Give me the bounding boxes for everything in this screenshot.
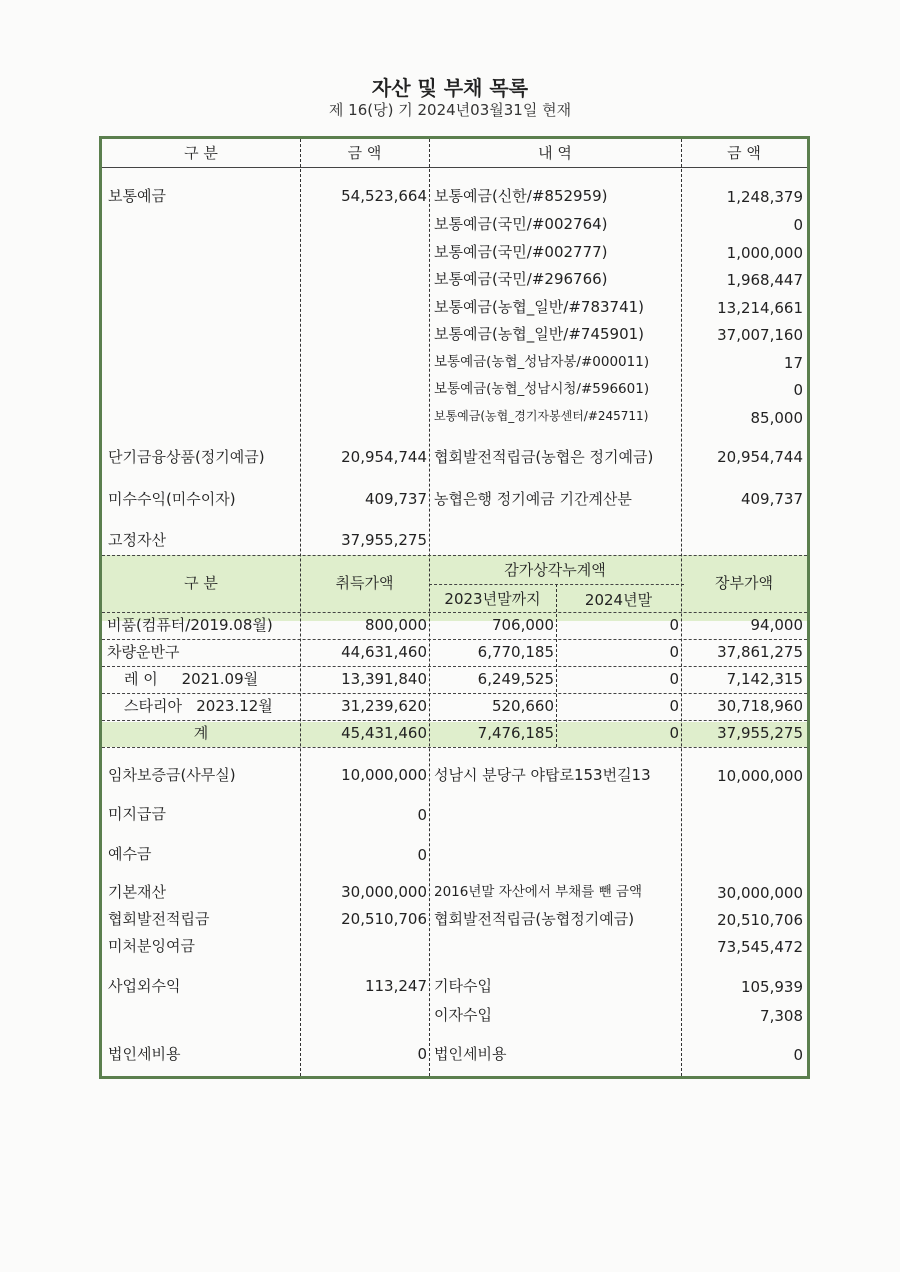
dev-reserve-amount: 20,510,706 bbox=[341, 910, 427, 928]
basic-property-detail-amount: 30,000,000 bbox=[717, 884, 803, 902]
accrued-label: 미수수익(미수이자) bbox=[108, 490, 236, 508]
unappropriated-label: 미처분잉여금 bbox=[108, 937, 195, 955]
short-term-detail-amount: 20,954,744 bbox=[717, 448, 803, 466]
withholding-label: 예수금 bbox=[108, 845, 152, 863]
header-category: 구 분 bbox=[184, 144, 218, 162]
fixed-row-dep-2024: 0 bbox=[669, 670, 679, 688]
short-term-amount: 20,954,744 bbox=[341, 448, 427, 466]
deposit-item-amount: 1,000,000 bbox=[726, 244, 803, 262]
deposit-item-name: 보통예금(신한/#852959) bbox=[434, 187, 608, 205]
fixed-header-depreciation: 감가상각누계액 bbox=[504, 561, 606, 579]
fixed-header-book-value: 장부가액 bbox=[715, 574, 773, 592]
short-term-label: 단기금융상품(정기예금) bbox=[108, 448, 265, 466]
fixed-row-acquisition: 800,000 bbox=[364, 616, 427, 634]
fixed-row-acquisition: 44,631,460 bbox=[341, 643, 427, 661]
fixed-asset-top-line bbox=[102, 555, 807, 556]
deposits-total: 54,523,664 bbox=[341, 187, 427, 205]
fixed-assets-label: 고정자산 bbox=[108, 531, 166, 549]
asset-liability-table bbox=[99, 136, 810, 1079]
unpaid-amount: 0 bbox=[417, 806, 427, 824]
deposit-item-name: 보통예금(농협_일반/#745901) bbox=[434, 325, 645, 343]
fixed-row-label: 비품(컴퓨터/2019.08월) bbox=[107, 616, 273, 634]
fixed-row-label: 레 이 2021.09월 bbox=[124, 670, 259, 688]
dev-reserve-detail: 협회발전적립금(농협정기예금) bbox=[434, 910, 635, 928]
fixed-row-book: 30,718,960 bbox=[717, 697, 803, 715]
non-operating-item-amount: 7,308 bbox=[760, 1007, 803, 1025]
fixed-row-book: 7,142,315 bbox=[726, 670, 803, 688]
fixed-total-label: 계 bbox=[193, 724, 209, 742]
deposit-item-name: 보통예금(농협_경기자봉센터/#245711) bbox=[434, 409, 649, 423]
unpaid-label: 미지급금 bbox=[108, 805, 166, 823]
header-separator bbox=[102, 167, 807, 168]
fixed-row-dep-2024: 0 bbox=[669, 697, 679, 715]
page-title: 자산 및 부채 목록 bbox=[371, 76, 529, 100]
lease-deposit-detail-amount: 10,000,000 bbox=[717, 767, 803, 785]
deposit-item-amount: 85,000 bbox=[750, 409, 803, 427]
deposit-item-name: 보통예금(농협_성남시청/#596601) bbox=[434, 381, 650, 397]
fixed-row-book: 94,000 bbox=[750, 616, 803, 634]
short-term-detail: 협회발전적립금(농협은 정기예금) bbox=[434, 448, 654, 466]
basic-property-label: 기본재산 bbox=[108, 883, 166, 901]
lease-deposit-amount: 10,000,000 bbox=[341, 766, 427, 784]
fixed-row-acquisition: 13,391,840 bbox=[341, 670, 427, 688]
deposit-item-amount: 0 bbox=[793, 216, 803, 234]
fixed-header-2024: 2024년말 bbox=[584, 591, 653, 609]
fixed-row-label: 스타리아 2023.12월 bbox=[124, 697, 273, 715]
accrued-detail-amount: 409,737 bbox=[740, 490, 803, 508]
non-operating-amount: 113,247 bbox=[364, 977, 427, 995]
fixed-row-line-1 bbox=[102, 639, 807, 640]
fixed-total-dep-2024: 0 bbox=[669, 724, 679, 742]
dev-reserve-label: 협회발전적립금 bbox=[108, 910, 210, 928]
unappropriated-detail-amount: 73,545,472 bbox=[717, 938, 803, 956]
deposit-item-amount: 0 bbox=[793, 381, 803, 399]
col-line-1 bbox=[300, 139, 301, 1076]
withholding-amount: 0 bbox=[417, 846, 427, 864]
fixed-row-dep-2023: 6,249,525 bbox=[477, 670, 554, 688]
non-operating-item-amount: 105,939 bbox=[740, 978, 803, 996]
deposit-item-name: 보통예금(농협_성남자봉/#000011) bbox=[434, 354, 650, 370]
corp-tax-label: 법인세비용 bbox=[108, 1045, 181, 1063]
fixed-header-until-2023: 2023년말까지 bbox=[444, 590, 541, 608]
fixed-total-dep-2023: 7,476,185 bbox=[477, 724, 554, 742]
fixed-header-category: 구 분 bbox=[184, 574, 218, 592]
corp-tax-amount: 0 bbox=[417, 1045, 427, 1063]
fixed-asset-bottom-line bbox=[102, 747, 807, 748]
deposit-item-name: 보통예금(국민/#296766) bbox=[434, 270, 608, 288]
fixed-row-dep-2024: 0 bbox=[669, 616, 679, 634]
fixed-row-dep-2023: 706,000 bbox=[491, 616, 554, 634]
header-detail-amount: 금 액 bbox=[727, 144, 761, 162]
accrued-amount: 409,737 bbox=[364, 490, 427, 508]
deposit-item-amount: 1,968,447 bbox=[726, 271, 803, 289]
corp-tax-detail: 법인세비용 bbox=[434, 1045, 507, 1063]
fixed-row-acquisition: 31,239,620 bbox=[341, 697, 427, 715]
basic-property-detail: 2016년말 자산에서 부채를 뺀 금액 bbox=[434, 884, 643, 900]
deposit-item-amount: 13,214,661 bbox=[717, 299, 803, 317]
fixed-row-dep-2023: 520,660 bbox=[491, 697, 554, 715]
basic-property-amount: 30,000,000 bbox=[341, 883, 427, 901]
fixed-row-dep-2023: 6,770,185 bbox=[477, 643, 554, 661]
deposit-item-amount: 1,248,379 bbox=[726, 188, 803, 206]
header-amount: 금 액 bbox=[347, 144, 382, 162]
fixed-row-label: 차량운반구 bbox=[107, 643, 180, 661]
deposit-item-name: 보통예금(국민/#002777) bbox=[434, 243, 608, 261]
deposit-item-amount: 17 bbox=[783, 354, 803, 372]
fixed-asset-header-line bbox=[102, 612, 807, 613]
fixed-total-acquisition: 45,431,460 bbox=[341, 724, 427, 742]
lease-deposit-label: 임차보증금(사무실) bbox=[108, 766, 236, 784]
page-subtitle: 제 16(당) 기 2024년03월31일 현재 bbox=[328, 101, 572, 119]
fixed-total-book: 37,955,275 bbox=[717, 724, 803, 742]
non-operating-item-name: 이자수입 bbox=[434, 1006, 492, 1024]
fixed-header-acquisition: 취득가액 bbox=[335, 574, 394, 592]
deposit-item-name: 보통예금(국민/#002764) bbox=[434, 215, 608, 233]
fixed-row-line-4 bbox=[102, 720, 807, 721]
accrued-detail: 농협은행 정기예금 기간계산분 bbox=[434, 490, 632, 508]
dev-reserve-detail-amount: 20,510,706 bbox=[717, 911, 803, 929]
header-detail: 내 역 bbox=[538, 144, 572, 162]
fixed-row-book: 37,861,275 bbox=[717, 643, 803, 661]
fixed-row-dep-2024: 0 bbox=[669, 643, 679, 661]
deposit-item-name: 보통예금(농협_일반/#783741) bbox=[434, 298, 645, 316]
fixed-row-line-3 bbox=[102, 693, 807, 694]
deposit-item-amount: 37,007,160 bbox=[717, 326, 803, 344]
deposits-label: 보통예금 bbox=[108, 187, 166, 205]
non-operating-label: 사업외수익 bbox=[108, 977, 181, 995]
non-operating-item-name: 기타수입 bbox=[434, 977, 492, 995]
lease-deposit-detail: 성남시 분당구 야탑로153번길13 bbox=[434, 766, 651, 784]
fixed-row-line-2 bbox=[102, 666, 807, 667]
corp-tax-detail-amount: 0 bbox=[793, 1046, 803, 1064]
fixed-assets-amount: 37,955,275 bbox=[341, 531, 427, 549]
